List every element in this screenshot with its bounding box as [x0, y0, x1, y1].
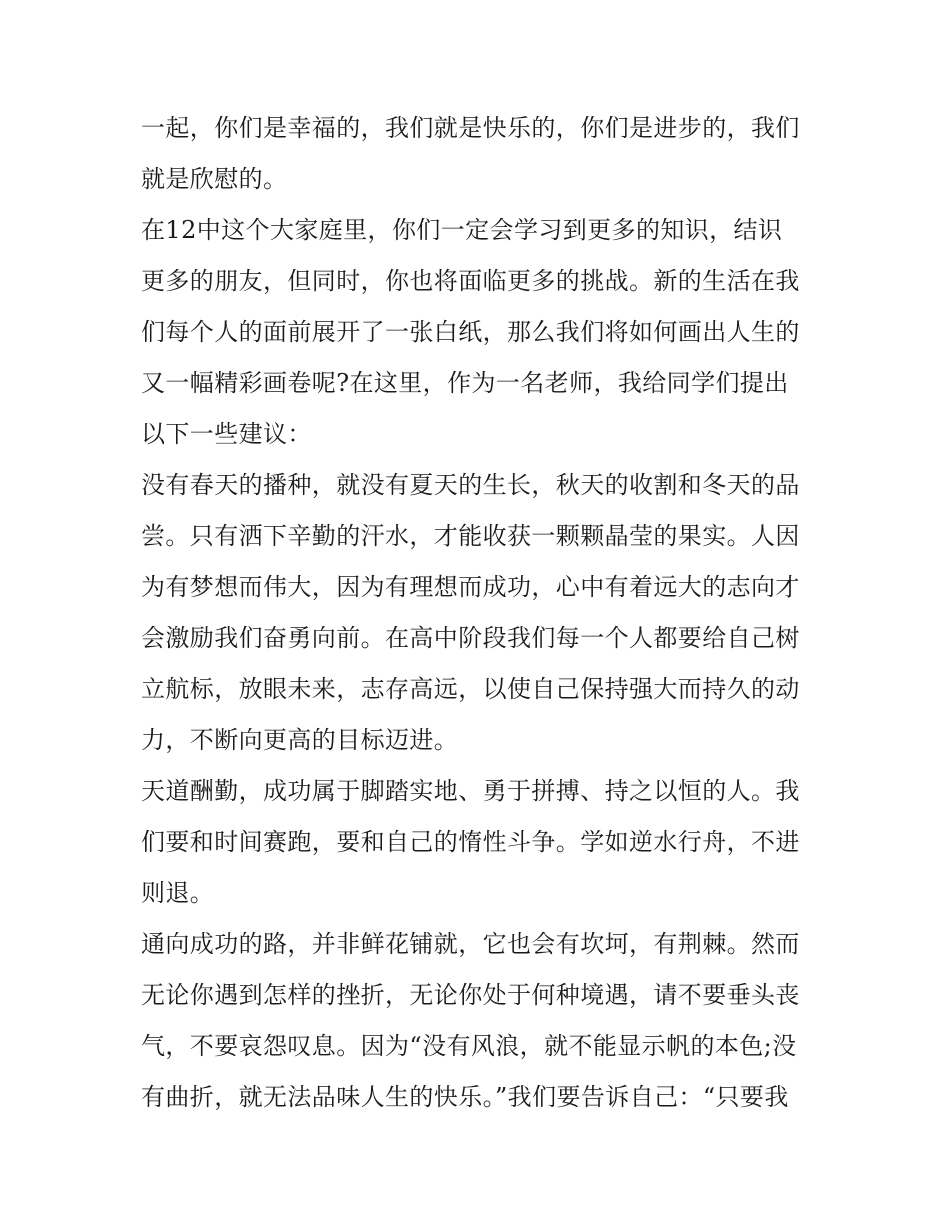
- text-line: 没有春天的播种，就没有夏天的生长，秋天的收割和冬天的品: [141, 471, 800, 499]
- text-line: 立航标，放眼未来，志存高远，以使自己保持强大而持久的动: [141, 675, 800, 703]
- text-line: 尝。只有洒下辛勤的汗水，才能收获一颗颗晶莹的果实。人因: [141, 522, 800, 550]
- text-line: 气，不要哀怨叹息。因为“没有风浪，就不能显示帆的本色;没: [141, 1032, 797, 1060]
- text-line: 有曲折，就无法品味人生的快乐。”我们要告诉自己：“只要我: [141, 1083, 789, 1111]
- text-line: 通向成功的路，并非鲜花铺就，它也会有坎坷，有荆棘。然而: [141, 930, 800, 958]
- text-line: 以下一些建议：: [141, 420, 312, 448]
- text-line: 们要和时间赛跑，要和自己的惰性斗争。学如逆水行舟，不进: [141, 828, 800, 856]
- text-line: 力，不断向更高的目标迈进。: [141, 726, 459, 754]
- text-line: 们每个人的面前展开了一张白纸，那么我们将如何画出人生的: [141, 318, 800, 346]
- text-line: 则退。: [141, 879, 215, 907]
- text-line: 更多的朋友，但同时，你也将面临更多的挑战。新的生活在我: [141, 267, 800, 295]
- text-line: 一起，你们是幸福的，我们就是快乐的，你们是进步的，我们: [141, 114, 800, 142]
- text-line: 就是欣慰的。: [141, 165, 288, 193]
- text-line: 无论你遇到怎样的挫折，无论你处于何种境遇，请不要垂头丧: [141, 981, 800, 1009]
- text-line: 天道酬勤，成功属于脚踏实地、勇于拼搏、持之以恒的人。我: [141, 777, 800, 805]
- text-line: 又一幅精彩画卷呢?在这里，作为一名老师，我给同学们提出: [141, 369, 789, 397]
- text-line: 会激励我们奋勇向前。在高中阶段我们每一个人都要给自己树: [141, 624, 800, 652]
- text-line: 在12中这个大家庭里，你们一定会学习到更多的知识，结识: [141, 216, 783, 244]
- text-line: 为有梦想而伟大，因为有理想而成功，心中有着远大的志向才: [141, 573, 800, 601]
